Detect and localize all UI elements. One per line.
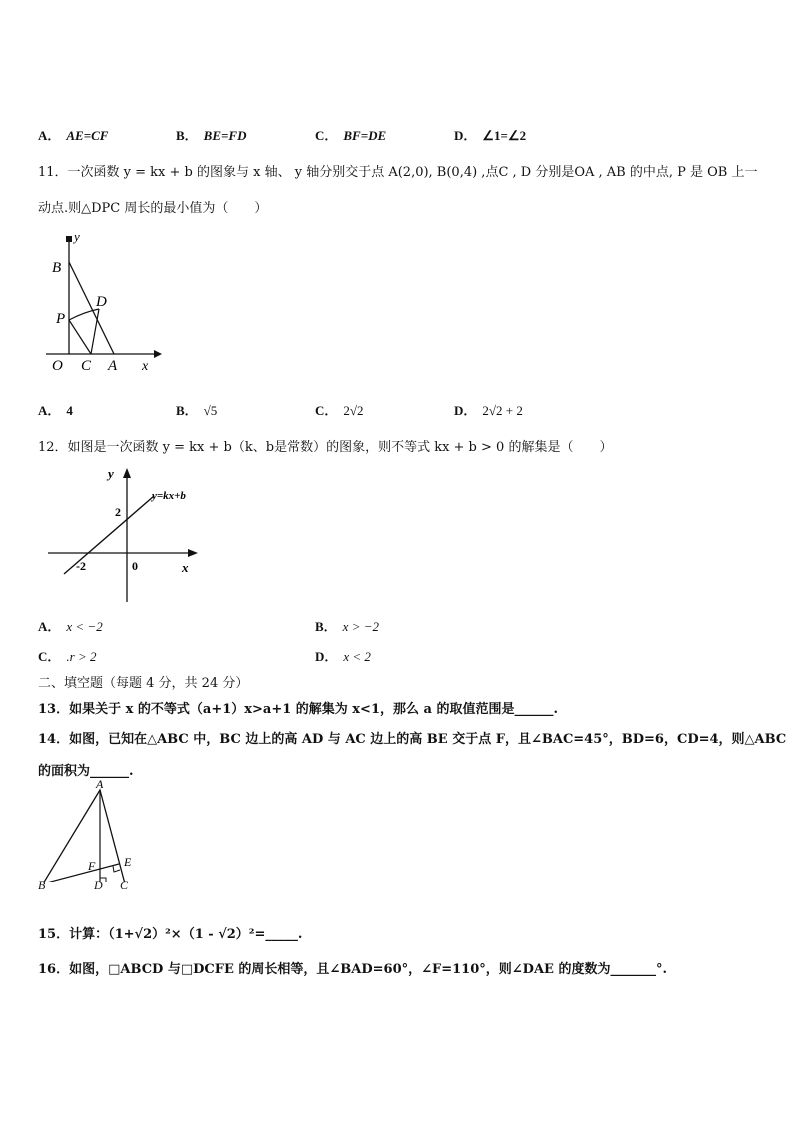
q11-option-d[interactable]: D． 2√2 + 2 xyxy=(454,403,523,418)
q12-label-y: y xyxy=(108,466,114,481)
q11-option-c[interactable]: C． 2√2 xyxy=(315,403,364,418)
q11-label-c: C xyxy=(81,358,92,374)
q12-option-b[interactable]: B． x > −2 xyxy=(315,619,379,634)
q12-label-neg2: -2 xyxy=(76,559,86,573)
q11-figure xyxy=(36,228,166,376)
q14-right-angle-e xyxy=(113,866,120,872)
q11-segment-pc xyxy=(69,320,91,354)
q14-label-d: D xyxy=(94,878,103,892)
q11-option-a[interactable]: A． 4 xyxy=(38,403,73,418)
q11-label-x: x xyxy=(142,359,149,374)
q14-label-f: F xyxy=(88,859,96,873)
q11-option-b[interactable]: B． √5 xyxy=(176,403,218,418)
q12-label-x: x xyxy=(182,560,189,575)
q14-label-b: B xyxy=(38,878,46,892)
q12-label-line: y=kx+b xyxy=(152,490,186,502)
q10-option-a[interactable]: A． AE=CF xyxy=(38,128,109,143)
q14-line2: 的面积为______. xyxy=(38,764,134,779)
q14-label-a: A xyxy=(96,780,104,791)
q14-bottom-labels xyxy=(38,878,148,896)
section-heading-fill-in: 二、填空题（每题 4 分，共 24 分） xyxy=(38,676,249,691)
q16-question: 16．如图，□ABCD 与□DCFE 的周长相等，且∠BAD=60°，∠F=110°，则∠DAE 的度数为_______°. xyxy=(38,962,667,977)
q11-x-axis-arrow xyxy=(154,350,162,358)
q14-label-c: C xyxy=(120,878,129,892)
q12-y-axis-arrow xyxy=(123,468,131,478)
q11-label-b: B xyxy=(52,260,62,276)
q15-question: 15．计算：（1+√2）²×（1 - √2）²=_____. xyxy=(38,927,303,942)
q14-line1: 14．如图，已知在△ABC 中，BC 边上的高 AD 与 AC 边上的高 BE 交于点 F，且∠BAC=45°，BD=6，CD=4，则△ABC xyxy=(38,732,787,747)
q13-question: 13．如果关于 x 的不等式（a+1）x>a+1 的解集为 x<1，那么 a 的取值范围是______. xyxy=(38,702,559,717)
q12-x-axis-arrow xyxy=(188,549,198,557)
q11-label-y: y xyxy=(74,229,80,244)
q12-question: 12．如图是一次函数 y = kx + b（k、b是常数）的图象，则不等式 kx + b > 0 的解集是（ ） xyxy=(38,440,613,455)
q14-label-e: E xyxy=(124,855,132,869)
q14-triangle-abc xyxy=(43,790,125,882)
q12-label-0: 0 xyxy=(132,559,138,573)
q11-y-axis-arrow xyxy=(66,236,72,242)
q11-line2: 动点.则△DPC 周长的最小值为（ ） xyxy=(38,201,268,216)
q11-label-d: D xyxy=(96,294,107,310)
q12-figure xyxy=(42,464,210,606)
q11-line1: 11．一次函数 y = kx + b 的图象与 x 轴、 y 轴分别交于点 A(2,0), B(0,4) ,点C , D 分别是OA , AB 的中点, P 是 OB 上一 xyxy=(38,165,758,180)
q12-option-a[interactable]: A． x < −2 xyxy=(38,619,103,634)
q12-option-c[interactable]: C． .r > 2 xyxy=(38,649,97,664)
q12-label-2: 2 xyxy=(115,505,121,519)
q10-option-b[interactable]: B． BE=FD xyxy=(176,128,247,143)
q14-figure xyxy=(34,780,146,882)
q12-option-d[interactable]: D． x < 2 xyxy=(315,649,371,664)
q10-option-d[interactable]: D． ∠1=∠2 xyxy=(454,128,527,143)
q11-label-p: P xyxy=(56,311,66,327)
q10-option-c[interactable]: C． BF=DE xyxy=(315,128,387,143)
q11-label-o: O xyxy=(52,358,63,374)
q11-line-ab xyxy=(69,262,114,354)
q11-label-a: A xyxy=(108,358,118,374)
